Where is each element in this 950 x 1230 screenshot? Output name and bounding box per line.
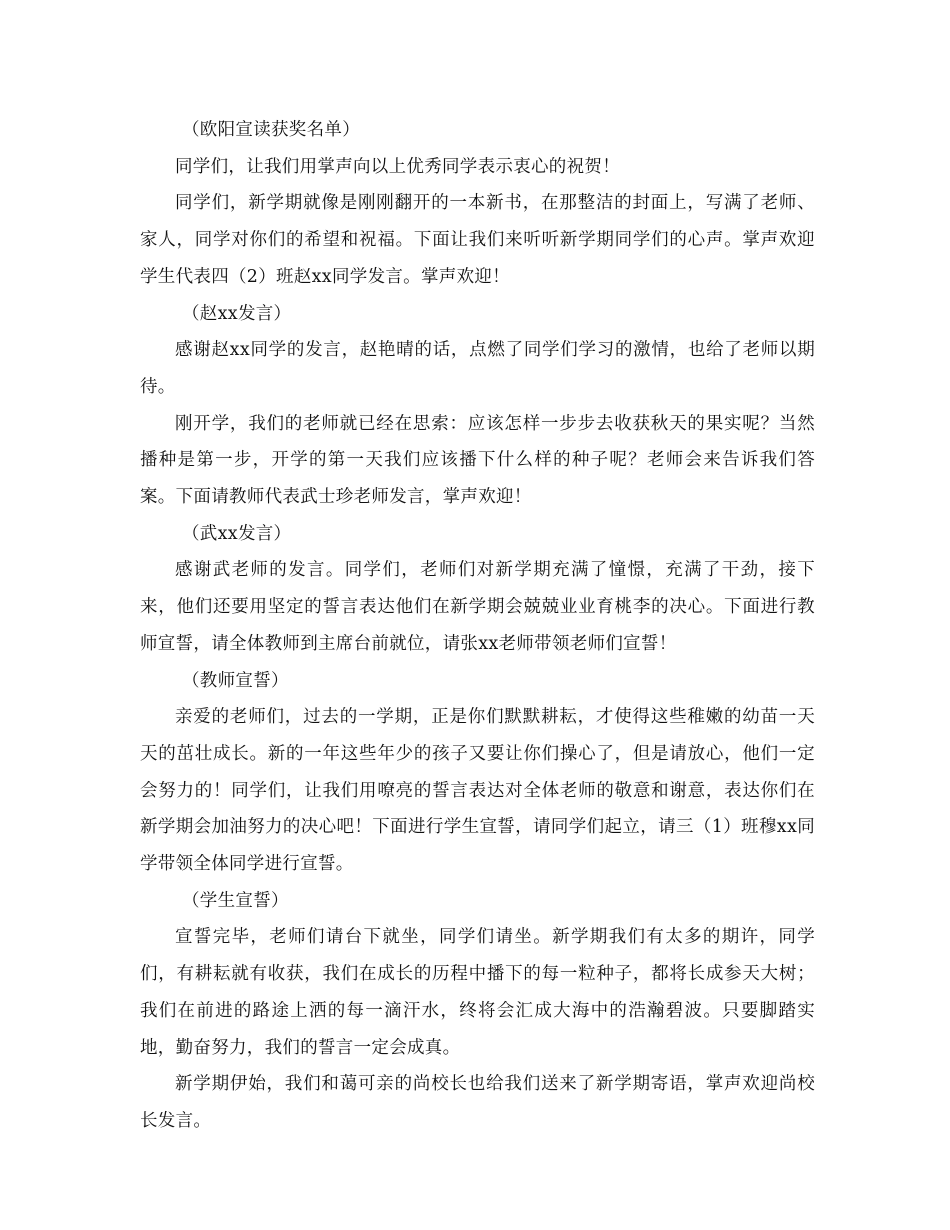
- paragraph: 刚开学，我们的老师就已经在思索：应该怎样一步步去收获秋天的果实呢？当然播种是第一步，开学的第一天我们应该播下什么样的种子呢？老师会来告诉我们答案。下面请教师代表武士珍老师发言，掌声欢迎！: [140, 413, 815, 508]
- paragraph: 感谢赵xx同学的发言，赵艳晴的话，点燃了同学们学习的激情，也给了老师以期待。: [140, 340, 815, 397]
- paragraph: 同学们，新学期就像是刚刚翻开的一本新书，在那整洁的封面上，写满了老师、家人，同学对你们的希望和祝福。下面让我们来听听新学期同学们的心声。掌声欢迎学生代表四（2）班赵xx同学发言。掌声欢迎！: [140, 193, 815, 287]
- stage-direction: （教师宣誓）: [182, 670, 289, 691]
- paragraph: 新学期伊始，我们和蔼可亲的尚校长也给我们送来了新学期寄语，掌声欢迎尚校长发言。: [140, 1074, 815, 1131]
- paragraph: 亲爱的老师们，过去的一学期，正是你们默默耕耘，才使得这些稚嫩的幼苗一天天的茁壮成长。新的一年这些年少的孩子又要让你们操心了，但是请放心，他们一定会努力的！同学们，让我们用嘹亮的誓言表达对全体老师的敬意和谢意，表达你们在新学期会加油努力的决心吧！下面进行学生宣誓，请同学们起立，请三（1）班穆xx同学带领全体同学进行宣誓。: [140, 707, 815, 875]
- stage-direction: （赵xx发言）: [182, 303, 292, 324]
- paragraph: 感谢武老师的发言。同学们，老师们对新学期充满了憧憬，充满了干劲，接下来，他们还要用坚定的誓言表达他们在新学期会兢兢业业育桃李的决心。下面进行教师宣誓，请全体教师到主席台前就位，请张xx老师带领老师们宣誓！: [140, 560, 815, 654]
- document-body: [140, 112, 815, 1140]
- paragraph: 同学们，让我们用掌声向以上优秀同学表示衷心的祝贺！: [175, 156, 620, 177]
- paragraph: 宣誓完毕，老师们请台下就坐，同学们请坐。新学期我们有太多的期许，同学们，有耕耘就有收获，我们在成长的历程中播下的每一粒种子，都将长成参天大树；我们在前进的路途上洒的每一滴汗水，终将会汇成大海中的浩瀚碧波。只要脚踏实地，勤奋努力，我们的誓言一定会成真。: [140, 927, 815, 1058]
- stage-direction: （学生宣誓）: [182, 890, 289, 911]
- stage-direction: （欧阳宣读获奖名单）: [182, 120, 360, 140]
- stage-direction: （武xx发言）: [182, 523, 292, 544]
